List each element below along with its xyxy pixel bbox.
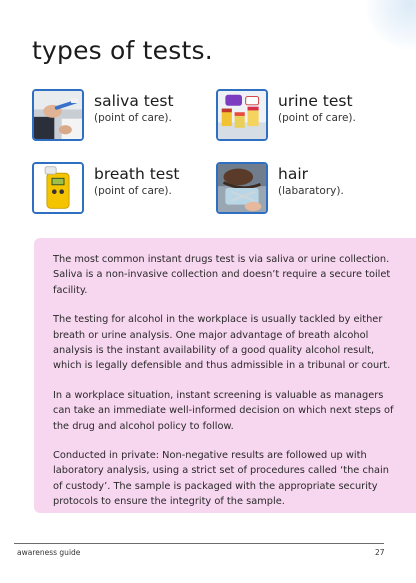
- test-note: (labaratory).: [278, 185, 344, 197]
- corner-decoration: [366, 0, 416, 50]
- page-title: types of tests.: [32, 36, 213, 65]
- test-name: hair: [278, 165, 309, 183]
- info-paragraph: The most common instant drugs test is via saliva or urine collection. Saliva is a non-invasive collection and doesn’t require a secure toilet facility.: [53, 254, 391, 296]
- breathalyser-device-photo: [32, 162, 84, 214]
- test-name: breath test: [94, 165, 180, 183]
- test-note: (point of care).: [94, 185, 172, 197]
- footer-divider: [14, 543, 384, 544]
- page-number: 27: [375, 548, 385, 557]
- test-note: (point of care).: [278, 112, 356, 124]
- test-name: saliva test: [94, 92, 174, 110]
- test-item-breath: [32, 162, 180, 214]
- info-box: [34, 238, 416, 513]
- info-paragraph: Conducted in private: Non-negative results are followed up with laboratory analysis, using a strict set of procedures called ‘the chain of custody’. The sample is packaged with the appropriate security protocols to ensure the integrity of the sample.: [53, 450, 389, 508]
- test-item-saliva: [32, 89, 174, 141]
- footer-label: awareness guide: [17, 548, 81, 557]
- info-paragraph: The testing for alcohol in the workplace is usually tackled by either breath or urine analysis. One major advantage of breath alcohol analysis is the instant availability of a good quality alcohol result, which is legally defensible and thus admissible in a tribunal or court.: [53, 314, 391, 372]
- hair-sample-cutting-photo: [216, 162, 268, 214]
- saliva-swab-photo: [32, 89, 84, 141]
- urine-sample-cups-photo: [216, 89, 268, 141]
- test-item-hair: [216, 162, 344, 214]
- test-note: (point of care).: [94, 112, 172, 124]
- test-name: urine test: [278, 92, 353, 110]
- test-item-urine: [216, 89, 356, 141]
- info-paragraph: In a workplace situation, instant screening is valuable as managers can take an immediate well-informed decision on which next steps of the drug and alcohol policy to follow.: [53, 389, 394, 432]
